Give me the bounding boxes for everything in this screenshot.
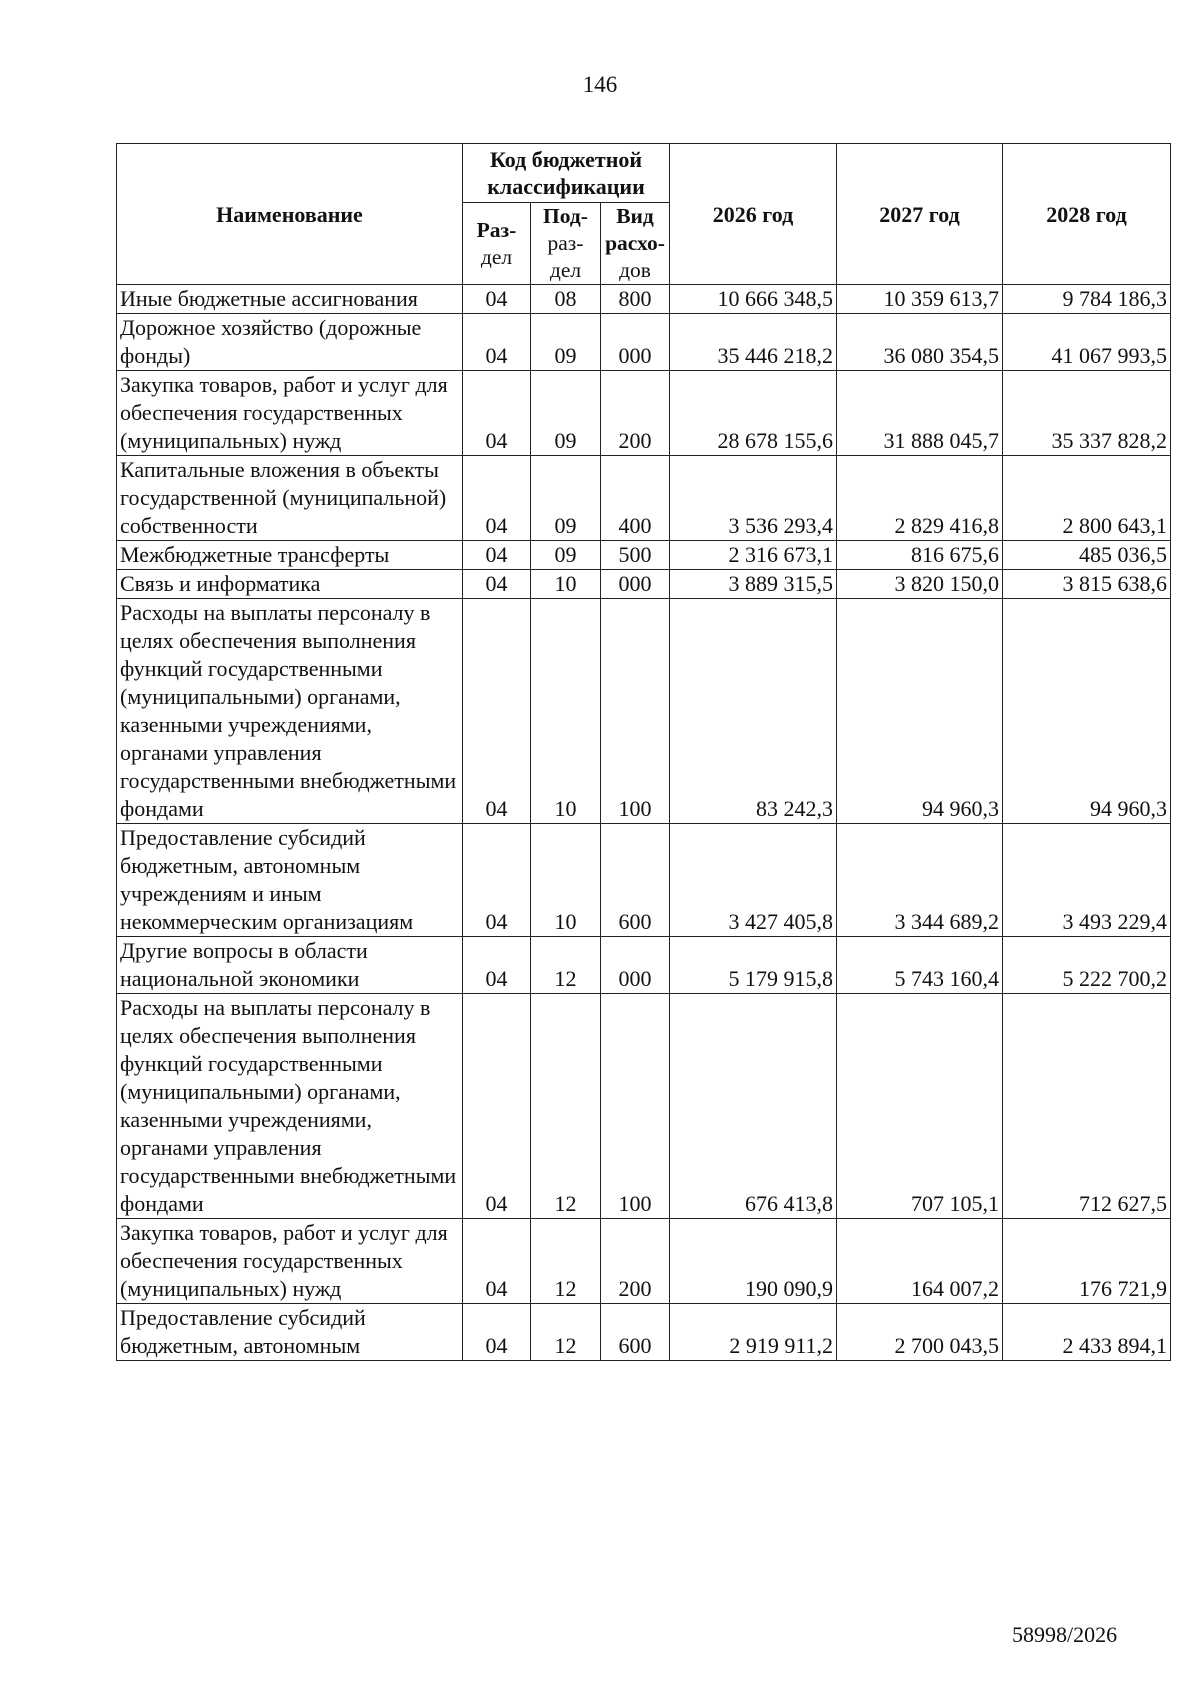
header-podrazdel-line: Под- (543, 204, 588, 228)
row-2028: 485 036,5 (1003, 541, 1171, 570)
row-razdel: 04 (463, 1304, 531, 1361)
row-razdel: 04 (463, 314, 531, 371)
row-2027: 3 344 689,2 (837, 824, 1003, 937)
row-2026: 2 919 911,2 (670, 1304, 837, 1361)
header-podrazdel-line: дел (549, 258, 582, 282)
row-podrazdel: 09 (531, 314, 601, 371)
header-vid-line: Вид (616, 204, 654, 228)
table-body (117, 285, 1171, 1361)
row-2026: 10 666 348,5 (670, 285, 837, 314)
row-podrazdel: 12 (531, 937, 601, 994)
header-vid-line: дов (619, 258, 651, 282)
row-razdel: 04 (463, 541, 531, 570)
row-name: Закупка товаров, работ и услуг для обеспечения государственных (муниципальных) нужд (117, 1219, 463, 1304)
row-2028: 2 800 643,1 (1003, 456, 1171, 541)
row-podrazdel: 09 (531, 371, 601, 456)
table-row (117, 599, 1171, 824)
row-vid: 000 (601, 314, 670, 371)
row-name: Другие вопросы в области национальной экономики (117, 937, 463, 994)
row-2026: 5 179 915,8 (670, 937, 837, 994)
table-row (117, 994, 1171, 1219)
row-2027: 2 700 043,5 (837, 1304, 1003, 1361)
row-podrazdel: 10 (531, 599, 601, 824)
row-name: Капитальные вложения в объекты государственной (муниципальной) собственности (117, 456, 463, 541)
document-id: 58998/2026 (1012, 1622, 1118, 1647)
row-2028: 176 721,9 (1003, 1219, 1171, 1304)
table-row (117, 1219, 1171, 1304)
row-name: Межбюджетные трансферты (117, 541, 463, 570)
row-2026: 83 242,3 (670, 599, 837, 824)
row-vid: 000 (601, 570, 670, 599)
row-2028: 712 627,5 (1003, 994, 1171, 1219)
row-name: Дорожное хозяйство (дорожные фонды) (117, 314, 463, 371)
row-podrazdel: 08 (531, 285, 601, 314)
row-vid: 400 (601, 456, 670, 541)
row-vid: 100 (601, 599, 670, 824)
row-podrazdel: 12 (531, 1219, 601, 1304)
row-podrazdel: 10 (531, 570, 601, 599)
row-podrazdel: 09 (531, 456, 601, 541)
page-number: 146 (582, 72, 618, 97)
row-name: Связь и информатика (117, 570, 463, 599)
row-vid: 000 (601, 937, 670, 994)
row-razdel: 04 (463, 371, 531, 456)
row-name: Расходы на выплаты персоналу в целях обеспечения выполнения функций государственными (муниципальными) органами, казенными учреждениями, органами управления государственными внебюджетными фондами (117, 599, 463, 824)
table-row (117, 937, 1171, 994)
row-podrazdel: 10 (531, 824, 601, 937)
row-2028: 5 222 700,2 (1003, 937, 1171, 994)
row-razdel: 04 (463, 937, 531, 994)
row-2026: 3 889 315,5 (670, 570, 837, 599)
row-2027: 816 675,6 (837, 541, 1003, 570)
row-vid: 500 (601, 541, 670, 570)
row-2027: 3 820 150,0 (837, 570, 1003, 599)
table-row (117, 541, 1171, 570)
row-2027: 707 105,1 (837, 994, 1003, 1219)
row-name: Предоставление субсидий бюджетным, автономным учреждениям и иным некоммерческим организациям (117, 824, 463, 937)
header-vid-line: расхо- (605, 231, 665, 255)
row-2028: 9 784 186,3 (1003, 285, 1171, 314)
row-2028: 35 337 828,2 (1003, 371, 1171, 456)
header-razdel-line: дел (480, 244, 513, 269)
row-vid: 100 (601, 994, 670, 1219)
row-podrazdel: 12 (531, 1304, 601, 1361)
row-razdel: 04 (463, 599, 531, 824)
header-code-group: Код бюджетной классификации (463, 144, 670, 203)
row-razdel: 04 (463, 994, 531, 1219)
table-row (117, 314, 1171, 371)
row-2028: 2 433 894,1 (1003, 1304, 1171, 1361)
row-2027: 36 080 354,5 (837, 314, 1003, 371)
row-vid: 200 (601, 371, 670, 456)
row-2027: 5 743 160,4 (837, 937, 1003, 994)
row-2026: 2 316 673,1 (670, 541, 837, 570)
header-razdel (463, 203, 531, 285)
row-name: Расходы на выплаты персоналу в целях обеспечения выполнения функций государственными (муниципальными) органами, казенными учреждениями, органами управления государственными внебюджетными фондами (117, 994, 463, 1219)
header-2026: 2026 год (670, 144, 837, 285)
row-razdel: 04 (463, 285, 531, 314)
table-row (117, 570, 1171, 599)
row-2028: 41 067 993,5 (1003, 314, 1171, 371)
row-name: Иные бюджетные ассигнования (117, 285, 463, 314)
row-2028: 94 960,3 (1003, 599, 1171, 824)
header-2027: 2027 год (837, 144, 1003, 285)
table-row (117, 285, 1171, 314)
row-vid: 200 (601, 1219, 670, 1304)
row-2027: 94 960,3 (837, 599, 1003, 824)
row-name: Предоставление субсидий бюджетным, автономным (117, 1304, 463, 1361)
row-2026: 35 446 218,2 (670, 314, 837, 371)
row-name: Закупка товаров, работ и услуг для обеспечения государственных (муниципальных) нужд (117, 371, 463, 456)
row-2027: 2 829 416,8 (837, 456, 1003, 541)
row-razdel: 04 (463, 570, 531, 599)
row-2028: 3 815 638,6 (1003, 570, 1171, 599)
table-row (117, 456, 1171, 541)
header-name: Наименование (117, 144, 463, 285)
header-podrazdel (531, 203, 601, 285)
header-2028: 2028 год (1003, 144, 1171, 285)
row-2026: 190 090,9 (670, 1219, 837, 1304)
row-2026: 3 427 405,8 (670, 824, 837, 937)
row-2027: 10 359 613,7 (837, 285, 1003, 314)
row-podrazdel: 09 (531, 541, 601, 570)
row-2027: 31 888 045,7 (837, 371, 1003, 456)
table-row (117, 371, 1171, 456)
row-2028: 3 493 229,4 (1003, 824, 1171, 937)
table-header (117, 144, 1171, 285)
row-razdel: 04 (463, 456, 531, 541)
row-razdel: 04 (463, 1219, 531, 1304)
budget-table (116, 143, 1171, 1361)
row-2026: 676 413,8 (670, 994, 837, 1219)
row-podrazdel: 12 (531, 994, 601, 1219)
row-vid: 800 (601, 285, 670, 314)
header-vid (601, 203, 670, 285)
row-vid: 600 (601, 1304, 670, 1361)
header-podrazdel-line: раз- (547, 231, 584, 255)
row-2026: 3 536 293,4 (670, 456, 837, 541)
header-razdel-line: Раз- (476, 217, 517, 242)
table-row (117, 824, 1171, 937)
row-2026: 28 678 155,6 (670, 371, 837, 456)
table-row (117, 1304, 1171, 1361)
row-vid: 600 (601, 824, 670, 937)
row-2027: 164 007,2 (837, 1219, 1003, 1304)
row-razdel: 04 (463, 824, 531, 937)
